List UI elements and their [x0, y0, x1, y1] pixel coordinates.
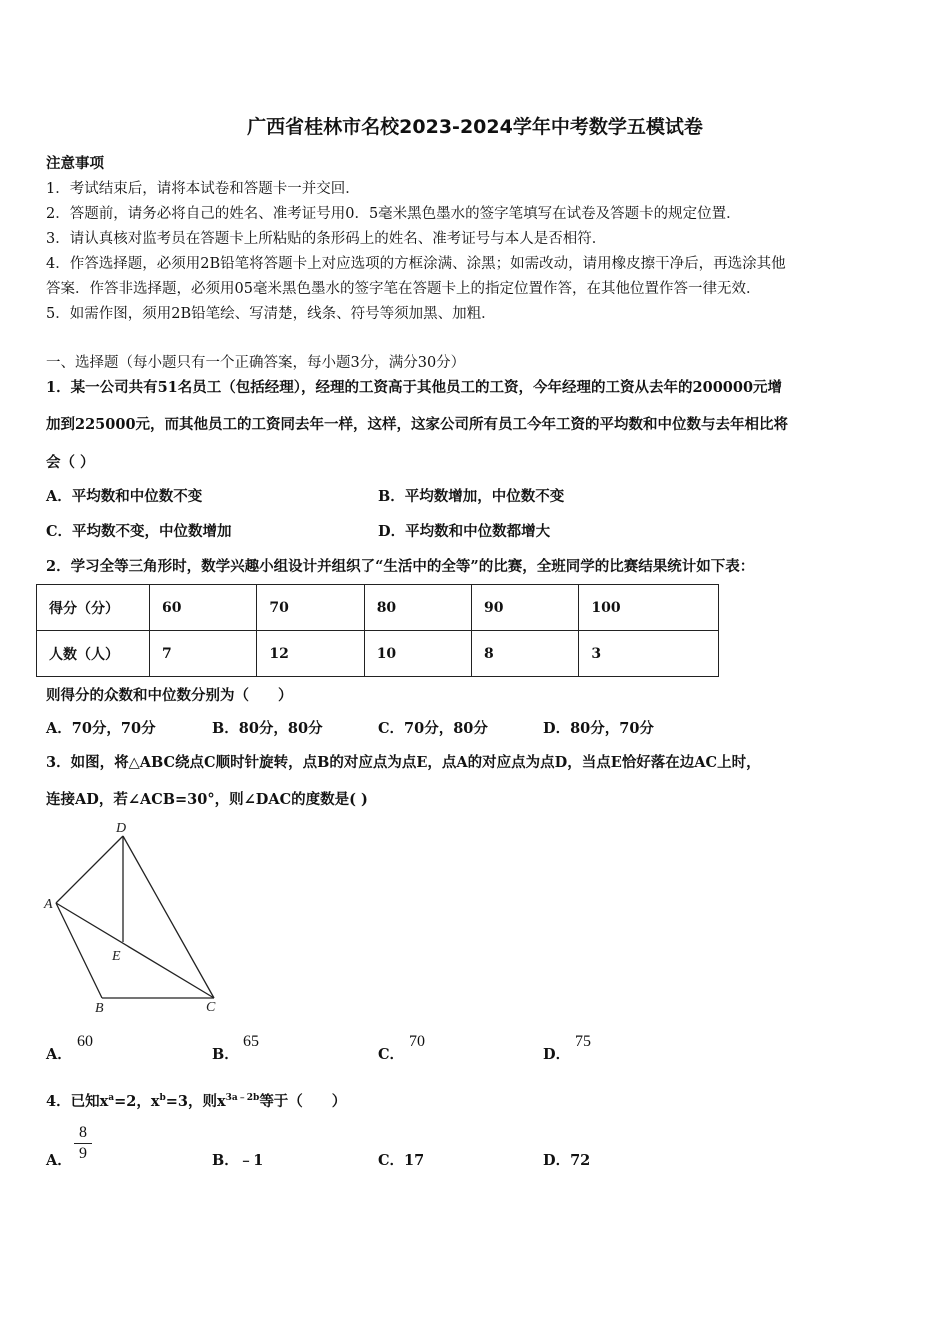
option-letter: B．	[212, 1152, 239, 1169]
q1-stem-line: 1．某一公司共有51名员工（包括经理），经理的工资高于其他员工的工资，今年经理的工资从去年的200000元增	[46, 379, 783, 396]
q2-ask: 则得分的众数和中位数分别为（ ）	[46, 687, 293, 704]
q4-exponent-a: a	[108, 1093, 115, 1104]
table-cell: 12	[257, 631, 364, 677]
section-heading: 一、选择题（每小题只有一个正确答案，每小题3分，满分30分）	[46, 355, 466, 371]
fraction-bar	[74, 1143, 92, 1144]
option-value: ﹣1	[238, 1152, 264, 1169]
q4-stem-text: 4．已知x	[46, 1093, 109, 1110]
segment-ad	[56, 836, 123, 903]
q1-stem-line: 加到225000元，而其他员工的工资同去年一样，这样，这家公司所有员工今年工资的平均数和中位数与去年相比将	[46, 416, 789, 433]
q1-stem-line: 会（ ）	[46, 454, 95, 471]
option-value: 17	[404, 1152, 425, 1169]
table-cell: 人数（人）	[37, 631, 150, 677]
option-value: 72	[570, 1152, 591, 1169]
q3-option-c-value: 70	[409, 1033, 425, 1050]
q1-option-a: A．平均数和中位数不变	[46, 488, 203, 505]
q1-option-c: C．平均数不变，中位数增加	[46, 523, 232, 540]
table-cell: 60	[150, 585, 257, 631]
q3-option-c-letter: C．	[378, 1046, 405, 1063]
table-cell: 10	[364, 631, 471, 677]
table-row	[37, 631, 719, 677]
q2-stem: 2．学习全等三角形时，数学兴趣小组设计并组织了“生活中的全等”的比赛，全班同学的比赛结果统计如下表：	[46, 558, 755, 575]
q3-option-d-value: 75	[575, 1033, 591, 1050]
q3-stem-line: 连接AD，若∠ACB=30°，则∠DAC的度数是( )	[46, 791, 368, 808]
fraction-numerator: 8	[79, 1124, 87, 1141]
notice-item: 1．考试结束后，请将本试卷和答题卡一并交回．	[46, 181, 360, 197]
q4-exponent-expr: 3a﹣2b	[225, 1093, 260, 1104]
option-letter: C．	[378, 1152, 405, 1169]
score-table	[36, 584, 719, 677]
q4-option-b	[212, 1149, 263, 1170]
q4-option-a-fraction	[74, 1124, 92, 1163]
option-letter: D．	[543, 1152, 571, 1169]
q4-option-a-letter: A．	[46, 1152, 72, 1169]
q3-option-a-value: 60	[77, 1033, 93, 1050]
triangle-figure	[40, 818, 230, 1018]
q4-option-c	[378, 1149, 424, 1170]
notice-item: 5．如需作图，须用2B铅笔绘、写清楚，线条、符号等须加黑、加粗．	[46, 306, 496, 322]
q4-option-d	[543, 1149, 590, 1170]
q4-stem-text: =2，x	[114, 1093, 160, 1110]
table-cell: 90	[472, 585, 579, 631]
notice-item: 2．答题前，请务必将自己的姓名、准考证号用0．5毫米黑色墨水的签字笔填写在试卷及答题卡的规定位置．	[46, 206, 741, 222]
q3-option-a-letter: A．	[46, 1046, 72, 1063]
q4-stem-text: =3，则x	[165, 1093, 226, 1110]
table-cell: 3	[579, 631, 719, 677]
label-d: D	[116, 821, 127, 836]
table-row	[37, 585, 719, 631]
segment-dc	[123, 836, 214, 998]
table-cell: 8	[472, 631, 579, 677]
q4-exponent-b: b	[159, 1093, 166, 1104]
q4-stem-text: 等于（ ）	[259, 1093, 347, 1110]
q3-stem-line: 3．如图，将△ABC绕点C顺时针旋转，点B的对应点为点E，点A的对应点为点D，当点E恰好落在边AC上时，	[46, 754, 761, 771]
fraction-denominator: 9	[79, 1145, 87, 1162]
label-a: A	[44, 897, 53, 912]
label-b: B	[95, 1001, 104, 1016]
notice-heading: 注意事项	[46, 155, 104, 172]
q1-option-b: B．平均数增加，中位数不变	[378, 488, 565, 505]
page-title: 广西省桂林市名校2023-2024学年中考数学五模试卷	[247, 116, 703, 138]
q2-option-c: C．70分，80分	[378, 720, 488, 737]
q3-option-b-letter: B．	[212, 1046, 239, 1063]
table-cell: 80	[364, 585, 471, 631]
q2-option-b: B．80分，80分	[212, 720, 323, 737]
notice-item: 答案．作答非选择题，必须用05毫米黑色墨水的签字笔在答题卡上的指定位置作答，在其他位置作答一律无效．	[46, 281, 761, 297]
q4-stem	[46, 1090, 346, 1111]
table-cell: 得分（分）	[37, 585, 150, 631]
table-cell: 7	[150, 631, 257, 677]
q3-option-d-letter: D．	[543, 1046, 571, 1063]
notice-item: 3．请认真核对监考员在答题卡上所粘贴的条形码上的姓名、准考证号与本人是否相符．	[46, 231, 607, 247]
q2-option-d: D．80分，70分	[543, 720, 654, 737]
label-c: C	[206, 1000, 216, 1015]
notice-item: 4．作答选择题，必须用2B铅笔将答题卡上对应选项的方框涂满、涂黑；如需改动，请用橡皮擦干净后，再选涂其他	[46, 256, 786, 272]
q3-option-b-value: 65	[243, 1033, 259, 1050]
q1-option-d: D．平均数和中位数都增大	[378, 523, 551, 540]
table-cell: 100	[579, 585, 719, 631]
q2-option-a: A．70分，70分	[46, 720, 156, 737]
table-cell: 70	[257, 585, 364, 631]
label-e: E	[112, 949, 121, 964]
